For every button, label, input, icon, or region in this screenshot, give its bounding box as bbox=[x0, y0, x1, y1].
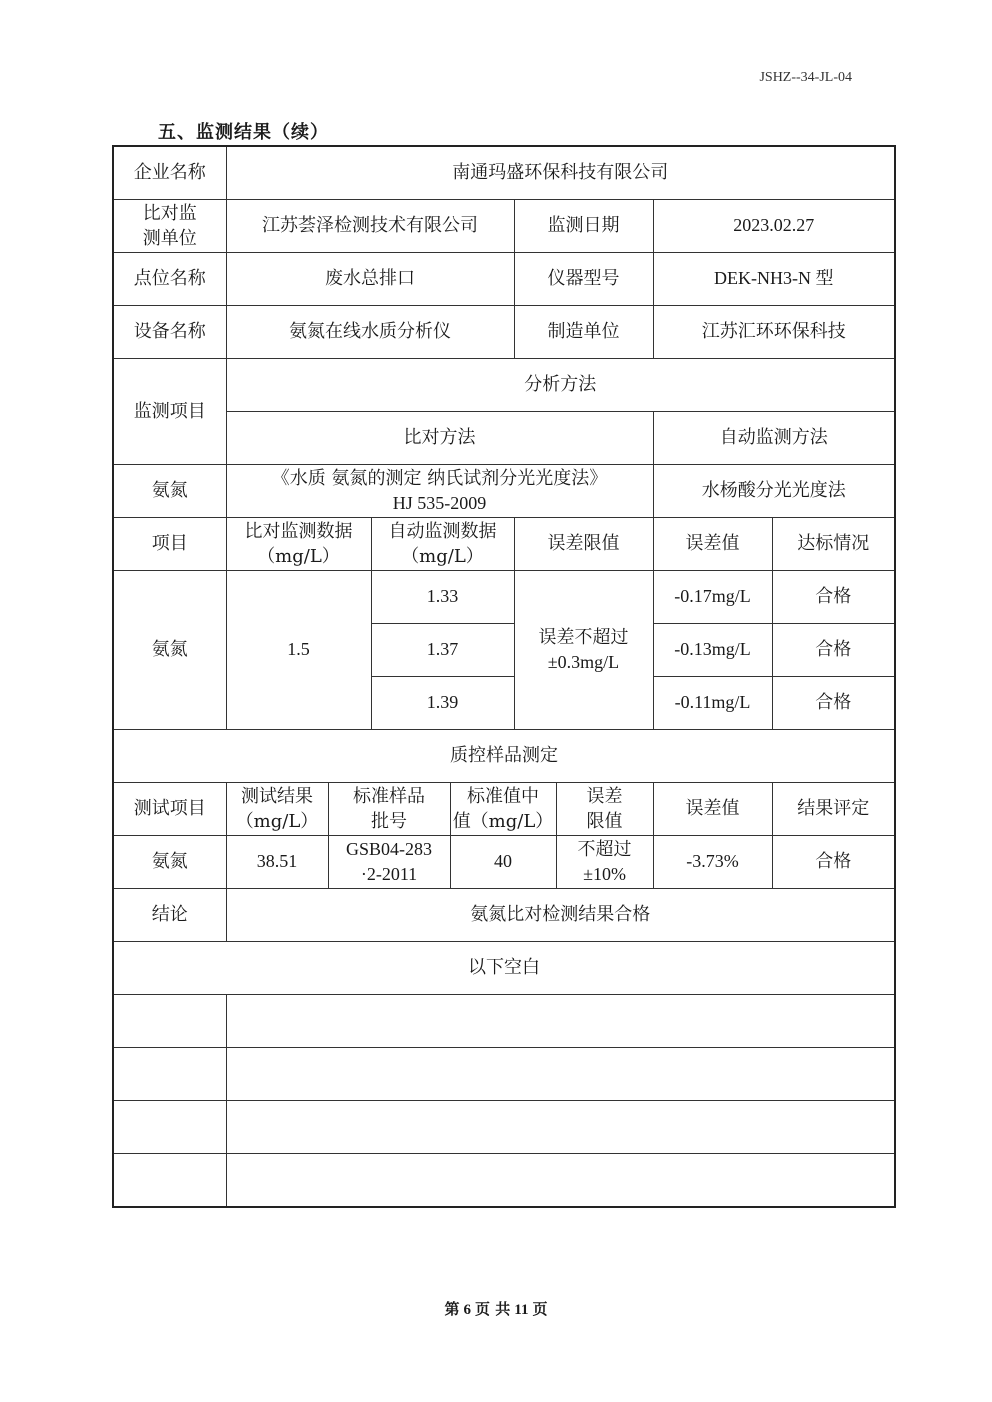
page-footer bbox=[0, 1298, 992, 1319]
compare-unit-value: 江苏荟泽检测技术有限公司 bbox=[226, 199, 514, 252]
error-limit-line2: ±0.3mg/L bbox=[547, 651, 620, 672]
qc-batch-header-line2: 批号 bbox=[371, 810, 407, 832]
model-value: DEK-NH3-N 型 bbox=[653, 252, 895, 305]
device-value: 氨氮在线水质分析仪 bbox=[226, 305, 514, 358]
status-value: 合格 bbox=[772, 623, 895, 676]
auto-value: 1.39 bbox=[371, 676, 514, 729]
auto-value: 1.33 bbox=[371, 570, 514, 623]
point-value: 废水总排口 bbox=[226, 252, 514, 305]
qc-item-header: 测试项目 bbox=[113, 782, 226, 835]
qc-batch-line1: GSB04-283 bbox=[345, 838, 432, 859]
model-label: 仪器型号 bbox=[514, 252, 653, 305]
maker-label: 制造单位 bbox=[514, 305, 653, 358]
qc-batch-header bbox=[328, 782, 450, 835]
results-analyte: 氨氮 bbox=[113, 570, 226, 729]
document-code: JSHZ--34-JL-04 bbox=[759, 70, 852, 85]
qc-std-header bbox=[450, 782, 556, 835]
qc-title-row bbox=[113, 729, 895, 782]
qc-item: 氨氮 bbox=[113, 835, 226, 888]
company-label: 企业名称 bbox=[113, 146, 226, 199]
empty-cell bbox=[113, 994, 226, 1047]
auto-method-value: 水杨酸分光光度法 bbox=[653, 464, 895, 517]
auto-value: 1.37 bbox=[371, 623, 514, 676]
qc-result-header-line1: 测试结果 bbox=[241, 785, 313, 807]
conclusion-label: 结论 bbox=[113, 888, 226, 941]
blank-note: 以下空白 bbox=[113, 941, 895, 994]
auto-data-header bbox=[371, 517, 514, 570]
point-label: 点位名称 bbox=[113, 252, 226, 305]
company-row bbox=[113, 146, 895, 199]
empty-cell bbox=[113, 1153, 226, 1207]
maker-value: 江苏汇环环保科技 bbox=[653, 305, 895, 358]
analysis-header-row bbox=[113, 358, 895, 411]
qc-eval-header: 结果评定 bbox=[772, 782, 895, 835]
qc-result-header bbox=[226, 782, 328, 835]
empty-row bbox=[113, 1100, 895, 1153]
footer-suffix: 页 bbox=[532, 1300, 548, 1318]
device-row bbox=[113, 305, 895, 358]
error-limit-line1: 误差不超过 bbox=[538, 626, 629, 648]
compare-data-header-line2: （mg/L） bbox=[257, 545, 340, 567]
qc-result: 38.51 bbox=[226, 835, 328, 888]
compare-unit-label: 比对监测单位 bbox=[113, 199, 226, 252]
unit-row bbox=[113, 199, 895, 252]
qc-title: 质控样品测定 bbox=[113, 729, 895, 782]
qc-limit-header-line1: 误差 bbox=[586, 785, 623, 807]
method-row bbox=[113, 464, 895, 517]
compare-method-label: 比对方法 bbox=[226, 411, 653, 464]
footer-mid: 页 共 bbox=[475, 1300, 511, 1318]
empty-cell bbox=[226, 994, 895, 1047]
auto-method-label: 自动监测方法 bbox=[653, 411, 895, 464]
monitoring-results-table bbox=[112, 145, 896, 1208]
qc-row bbox=[113, 835, 895, 888]
qc-batch-line2: ·2-2011 bbox=[360, 863, 418, 884]
qc-limit-line2: ±10% bbox=[583, 863, 626, 884]
empty-cell bbox=[226, 1100, 895, 1153]
qc-batch bbox=[328, 835, 450, 888]
method-header-row bbox=[113, 411, 895, 464]
item-label: 监测项目 bbox=[113, 358, 226, 464]
qc-limit bbox=[556, 835, 653, 888]
empty-row bbox=[113, 1153, 895, 1207]
qc-error: -3.73% bbox=[653, 835, 772, 888]
method-analyte: 氨氮 bbox=[113, 464, 226, 517]
qc-batch-header-line1: 标准样品 bbox=[353, 785, 425, 807]
error-value: -0.13mg/L bbox=[653, 623, 772, 676]
status-header: 达标情况 bbox=[772, 517, 895, 570]
qc-std: 40 bbox=[450, 835, 556, 888]
device-label: 设备名称 bbox=[113, 305, 226, 358]
blank-note-row bbox=[113, 941, 895, 994]
limit-header: 误差限值 bbox=[514, 517, 653, 570]
empty-cell bbox=[226, 1047, 895, 1100]
point-row bbox=[113, 252, 895, 305]
compare-method-value bbox=[226, 464, 653, 517]
qc-error-header: 误差值 bbox=[653, 782, 772, 835]
conclusion-row bbox=[113, 888, 895, 941]
result-row bbox=[113, 570, 895, 623]
date-label: 监测日期 bbox=[514, 199, 653, 252]
empty-cell bbox=[226, 1153, 895, 1207]
qc-std-header-line2: 值（mg/L） bbox=[452, 810, 554, 832]
empty-row bbox=[113, 1047, 895, 1100]
section-title: 五、监测结果（续） bbox=[158, 122, 329, 143]
compare-method-code: HJ 535-2009 bbox=[392, 492, 487, 513]
status-value: 合格 bbox=[772, 570, 895, 623]
error-value: -0.17mg/L bbox=[653, 570, 772, 623]
qc-header-row bbox=[113, 782, 895, 835]
status-value: 合格 bbox=[772, 676, 895, 729]
footer-total-pages: 11 bbox=[514, 1302, 529, 1318]
error-header: 误差值 bbox=[653, 517, 772, 570]
error-limit bbox=[514, 570, 653, 729]
conclusion-value: 氨氮比对检测结果合格 bbox=[226, 888, 895, 941]
qc-limit-header bbox=[556, 782, 653, 835]
compare-data-header bbox=[226, 517, 371, 570]
qc-eval: 合格 bbox=[772, 835, 895, 888]
qc-limit-line1: 不超过 bbox=[577, 838, 632, 860]
company-value: 南通玛盛环保科技有限公司 bbox=[226, 146, 895, 199]
results-header-row bbox=[113, 517, 895, 570]
results-item-header: 项目 bbox=[113, 517, 226, 570]
auto-data-header-line2: （mg/L） bbox=[401, 545, 484, 567]
empty-cell bbox=[113, 1100, 226, 1153]
analysis-method-label: 分析方法 bbox=[226, 358, 895, 411]
error-value: -0.11mg/L bbox=[653, 676, 772, 729]
qc-std-header-line1: 标准值中 bbox=[467, 785, 539, 807]
empty-cell bbox=[113, 1047, 226, 1100]
date-value: 2023.02.27 bbox=[653, 199, 895, 252]
compare-value: 1.5 bbox=[226, 570, 371, 729]
compare-method-standard: 《水质 氨氮的测定 纳氏试剂分光光度法》 bbox=[271, 467, 608, 489]
compare-data-header-line1: 比对监测数据 bbox=[244, 520, 353, 542]
footer-page-number: 6 bbox=[463, 1302, 472, 1318]
auto-data-header-line1: 自动监测数据 bbox=[388, 520, 497, 542]
qc-limit-header-line2: 限值 bbox=[586, 810, 623, 832]
footer-prefix: 第 bbox=[444, 1300, 460, 1318]
qc-result-header-line2: （mg/L） bbox=[235, 810, 319, 832]
empty-row bbox=[113, 994, 895, 1047]
